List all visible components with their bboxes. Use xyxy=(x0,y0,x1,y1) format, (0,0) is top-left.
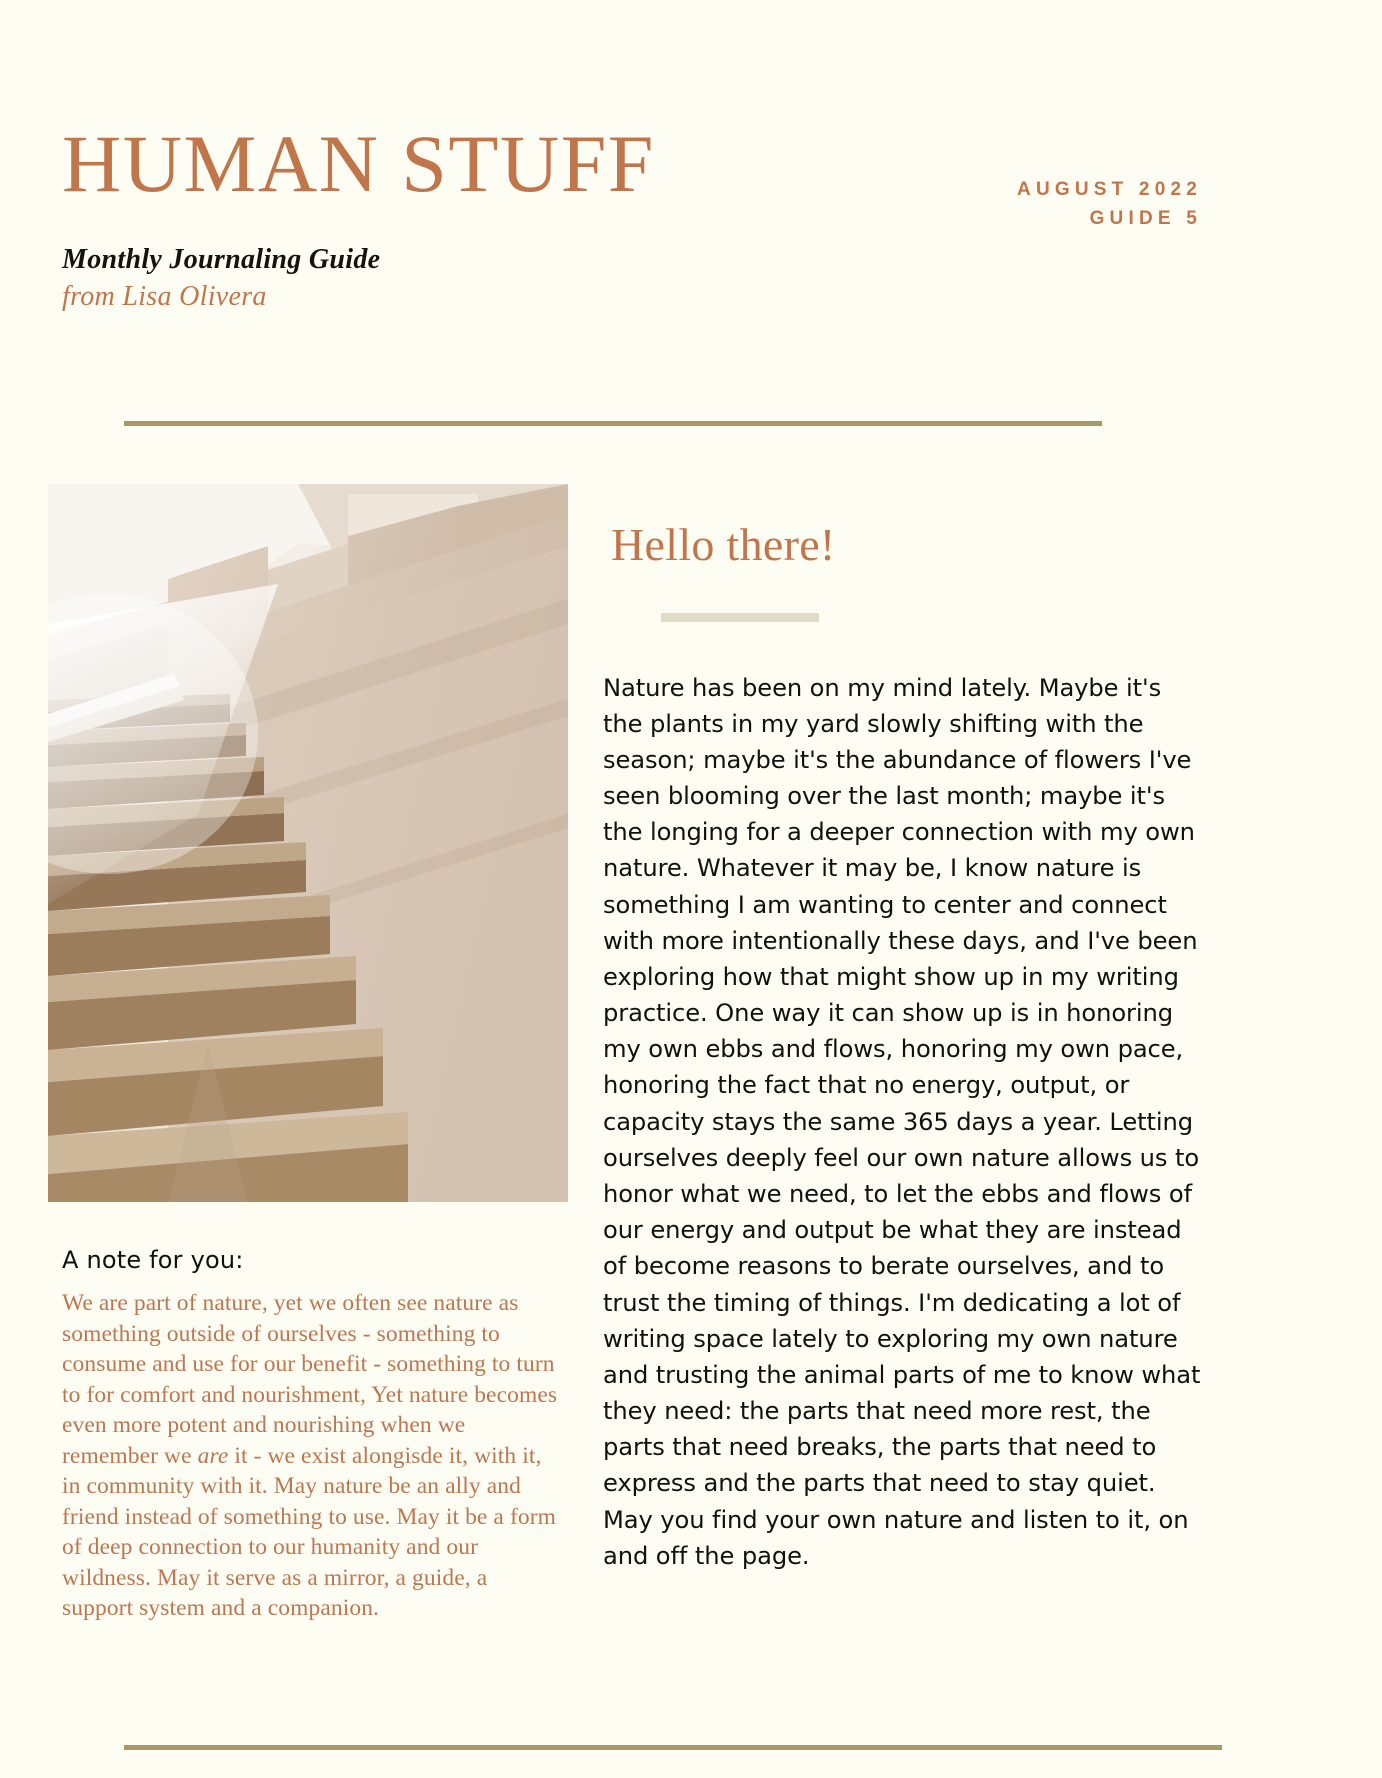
subtitle: Monthly Journaling Guide xyxy=(62,244,381,275)
divider-bottom xyxy=(124,1745,1222,1750)
article-body: Nature has been on my mind lately. Maybe it's the plants in my yard slowly shifting with the season; maybe it's the abundance of flowers I've seen blooming over the last month; maybe it's the longing for a deeper connection with my own nature. Whatever it may be, I know nature is something I am wanting to center and connect with more intentionally these days, and I've been exploring how that might show up in my writing practice. One way it can show up is in honoring my own ebbs and flows, honoring my own pace, honoring the fact that no energy, output, or capacity stays the same 365 days a year. Letting ourselves deeply feel our own nature allows us to honor what we need, to let the ebbs and flows of our energy and output be what they are instead of become reasons to berate ourselves, and to trust the timing of things. I'm dedicating a lot of writing space lately to exploring my own nature and trusting the animal parts of me to know what they need: the parts that need more rest, the parts that need breaks, the parts that need to express and the parts that need to stay quiet. May you find your own nature and listen to it, on and off the page. xyxy=(603,673,1201,1570)
issue-info xyxy=(802,175,1202,234)
divider-top xyxy=(124,421,1102,426)
note-body xyxy=(62,1288,562,1624)
staircase-photo xyxy=(48,484,568,1202)
left-column xyxy=(48,484,568,1624)
section-heading: Hello there! xyxy=(611,519,836,570)
byline: from Lisa Olivera xyxy=(62,281,267,312)
issue-date: AUGUST 2022 xyxy=(1017,179,1202,200)
note-body-part-2: it - we exist alongisde it, with it, in community with it. May nature be an ally and friend instead of something to use. May it be a form of deep connection to our humanity and our wildness. May it serve as a mirror, a guide, a support system and a companion. xyxy=(62,1442,557,1622)
page-title: HUMAN STUFF xyxy=(62,118,655,209)
right-column xyxy=(603,520,1203,1574)
note-body-part-1: We are part of nature, yet we often see nature as something outside of ourselves - something to consume and use for our benefit - something to turn to for comfort and nourishment, Yet nature becomes even more potent and nourishing when we remember we xyxy=(62,1290,558,1469)
issue-number: GUIDE 5 xyxy=(1089,208,1202,230)
note-body-emphasis: are xyxy=(197,1442,229,1469)
note-heading: A note for you: xyxy=(62,1246,244,1274)
masthead xyxy=(0,0,1382,400)
divider-accent xyxy=(661,613,819,622)
